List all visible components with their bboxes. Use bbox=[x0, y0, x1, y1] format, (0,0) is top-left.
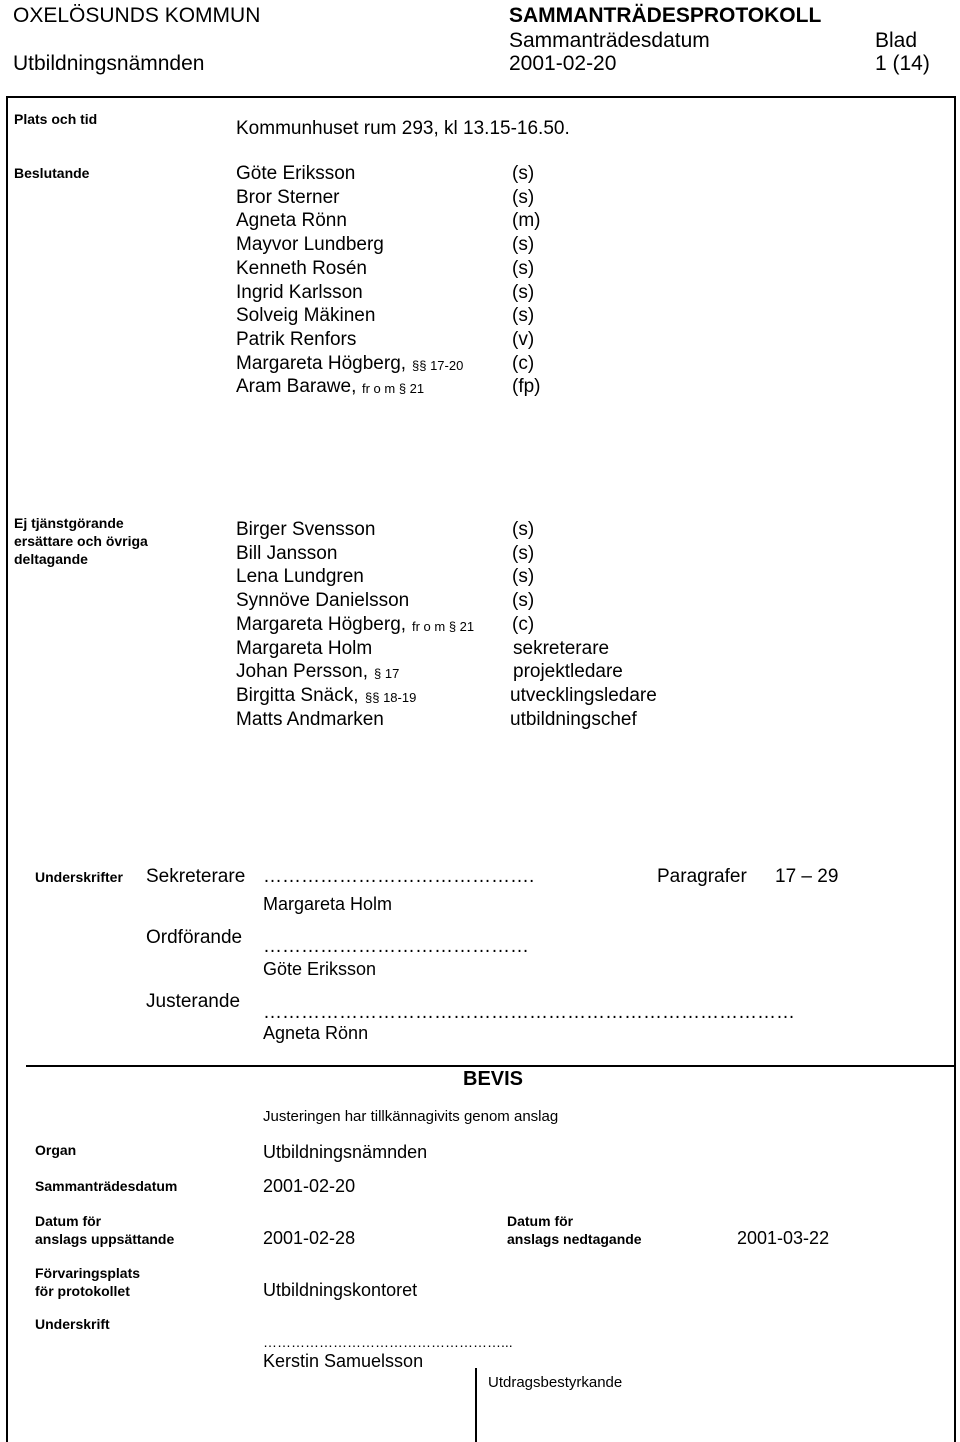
secretary-label: Sekreterare bbox=[146, 866, 246, 887]
others-label-line3: deltagande bbox=[14, 551, 88, 567]
chair-name: Göte Eriksson bbox=[263, 959, 377, 979]
storage-label bbox=[35, 1264, 140, 1300]
member-name: Aram Barawe, bbox=[236, 376, 357, 398]
member-note: fr o m § 21 bbox=[412, 618, 475, 634]
sheet-label: Blad bbox=[875, 29, 918, 52]
posted-date-value: 2001-02-28 bbox=[263, 1228, 356, 1248]
signature-name: Kerstin Samuelsson bbox=[263, 1351, 424, 1371]
adjuster-name: Agneta Rönn bbox=[263, 1023, 369, 1043]
document-type: SAMMANTRÄDESPROTOKOLL bbox=[509, 4, 822, 27]
member-name: Bror Sterner bbox=[236, 186, 340, 208]
attester-divider bbox=[475, 1368, 477, 1442]
member-role: (s) bbox=[512, 234, 535, 256]
frame-right-border bbox=[954, 96, 956, 1442]
member-role: (s) bbox=[512, 542, 535, 564]
storage-label-line2: för protokollet bbox=[35, 1283, 130, 1299]
adjuster-signature-line: ………………………………………………………………………… bbox=[263, 1002, 795, 1023]
member-role: (s) bbox=[512, 281, 535, 303]
organ-label: Organ bbox=[35, 1142, 77, 1158]
signature-line: ……………………………………………... bbox=[263, 1334, 513, 1350]
member-name: Göte Eriksson bbox=[236, 163, 356, 184]
member-role: (s) bbox=[512, 163, 535, 184]
deciding-label: Beslutande bbox=[14, 165, 90, 181]
others-label bbox=[14, 514, 148, 568]
member-role: (s) bbox=[512, 519, 535, 540]
member-name: Bill Jansson bbox=[236, 542, 338, 564]
certificate-title: BEVIS bbox=[463, 1068, 524, 1090]
municipality-name: OXELÖSUNDS KOMMUN bbox=[13, 4, 261, 27]
member-name: Margareta Högberg, bbox=[236, 613, 407, 635]
member-name: Patrik Renfors bbox=[236, 328, 357, 350]
certificate-subtitle: Justeringen har tillkännagivits genom anslag bbox=[263, 1108, 559, 1125]
member-name: Agneta Rönn bbox=[236, 210, 347, 232]
member-role: sekreterare bbox=[513, 637, 610, 659]
place-label: Plats och tid bbox=[14, 111, 98, 127]
removed-date-value: 2001-03-22 bbox=[737, 1228, 830, 1248]
storage-label-line1: Förvaringsplats bbox=[35, 1265, 141, 1281]
attester-label: Utdragsbestyrkande bbox=[488, 1374, 623, 1391]
member-role: (fp) bbox=[512, 376, 541, 398]
place-value: Kommunhuset rum 293, kl 13.15-16.50. bbox=[236, 118, 570, 139]
removed-label-line2: anslags nedtagande bbox=[507, 1231, 642, 1247]
member-name: Solveig Mäkinen bbox=[236, 305, 376, 327]
member-role: (c) bbox=[512, 352, 535, 374]
committee-name: Utbildningsnämnden bbox=[13, 52, 205, 75]
member-name: Birger Svensson bbox=[236, 519, 376, 540]
storage-value: Utbildningskontoret bbox=[263, 1280, 418, 1300]
member-name: Matts Andmarken bbox=[236, 708, 384, 730]
member-note: §§ 17-20 bbox=[412, 357, 464, 373]
member-role: (c) bbox=[512, 613, 535, 635]
member-name: Johan Persson, bbox=[236, 661, 369, 683]
paragraphs-value: 17 – 29 bbox=[775, 866, 839, 887]
posted-label-line1: Datum för bbox=[35, 1213, 102, 1229]
signatures-label: Underskrifter bbox=[35, 869, 123, 885]
member-name: Birgitta Snäck, bbox=[236, 684, 359, 706]
organ-value: Utbildningsnämnden bbox=[263, 1142, 428, 1162]
posted-date-label bbox=[35, 1212, 174, 1248]
removed-date-label bbox=[507, 1212, 642, 1248]
member-role: (s) bbox=[512, 566, 535, 588]
adjuster-label: Justerande bbox=[146, 991, 241, 1012]
meeting-date-label: Sammanträdesdatum bbox=[35, 1178, 178, 1194]
member-role: utvecklingsledare bbox=[510, 684, 657, 706]
member-name: Ingrid Karlsson bbox=[236, 281, 363, 303]
member-role: (m) bbox=[512, 210, 541, 232]
member-role: (v) bbox=[512, 328, 535, 350]
meeting-date: 2001-02-20 bbox=[509, 52, 617, 75]
date-label: Sammanträdesdatum bbox=[509, 29, 710, 52]
member-note: § 17 bbox=[374, 666, 400, 682]
member-role: (s) bbox=[512, 186, 535, 208]
member-role: utbildningschef bbox=[510, 708, 637, 730]
meeting-date-value: 2001-02-20 bbox=[263, 1176, 356, 1196]
member-name: Lena Lundgren bbox=[236, 566, 364, 588]
others-label-line2: ersättare och övriga bbox=[14, 533, 148, 549]
posted-label-line2: anslags uppsättande bbox=[35, 1231, 175, 1247]
member-name: Kenneth Rosén bbox=[236, 257, 367, 279]
chair-signature-line: …………………………………… bbox=[263, 936, 529, 957]
member-role: (s) bbox=[512, 305, 535, 327]
member-name: Mayvor Lundberg bbox=[236, 234, 384, 256]
frame-left-border bbox=[6, 96, 8, 1442]
member-name: Margareta Holm bbox=[236, 637, 373, 659]
secretary-signature-line: ……………………………………. bbox=[263, 866, 535, 887]
member-role: (s) bbox=[512, 257, 535, 279]
member-role: projektledare bbox=[513, 661, 623, 683]
removed-label-line1: Datum för bbox=[507, 1213, 574, 1229]
member-note: fr o m § 21 bbox=[362, 381, 425, 397]
paragraphs-label: Paragrafer bbox=[657, 866, 747, 887]
member-role: (s) bbox=[512, 590, 535, 612]
frame-top-border bbox=[6, 96, 956, 98]
certificate-divider bbox=[26, 1065, 956, 1067]
member-name: Synnöve Danielsson bbox=[236, 590, 410, 612]
signature-label: Underskrift bbox=[35, 1316, 110, 1332]
chair-label: Ordförande bbox=[146, 927, 243, 948]
sheet-number: 1 (14) bbox=[875, 52, 930, 75]
member-note: §§ 18-19 bbox=[365, 689, 417, 705]
member-name: Margareta Högberg, bbox=[236, 352, 407, 374]
others-label-line1: Ej tjänstgörande bbox=[14, 515, 124, 531]
secretary-name: Margareta Holm bbox=[263, 894, 393, 914]
